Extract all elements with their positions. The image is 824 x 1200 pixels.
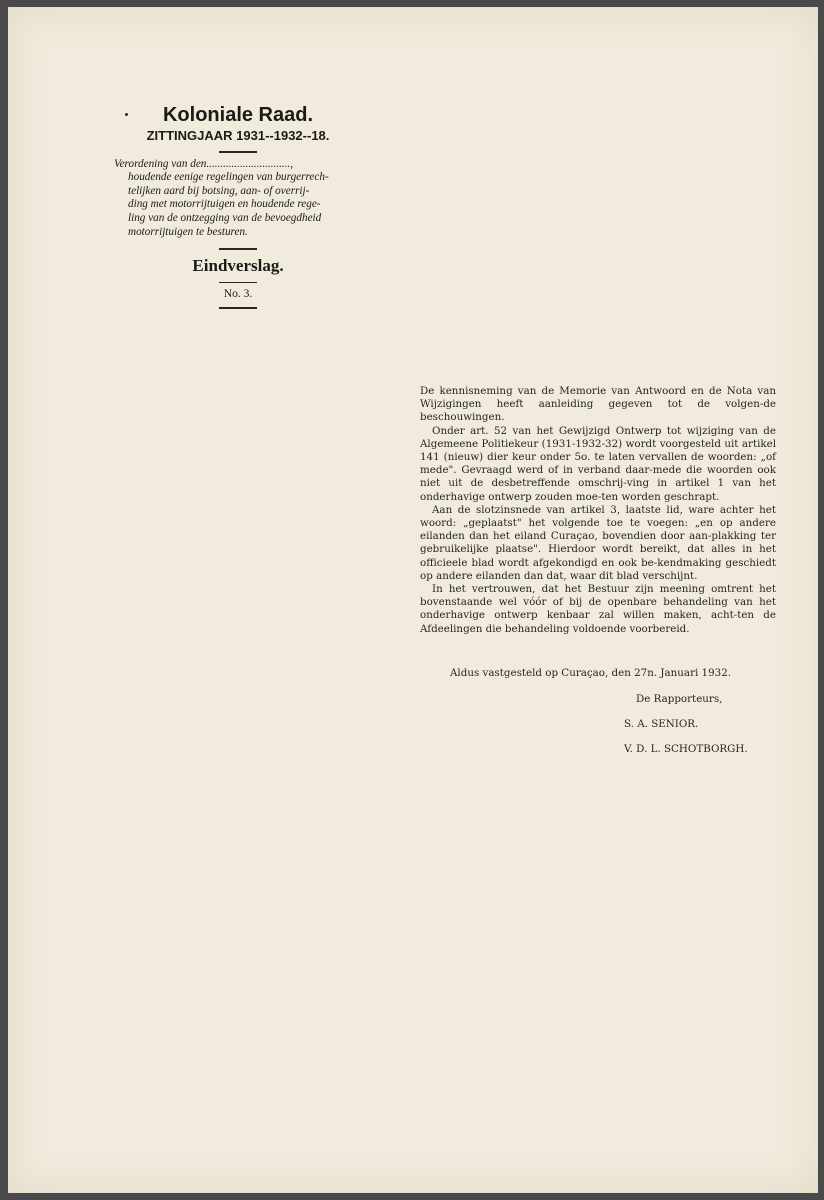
- printer-dot: [125, 113, 128, 116]
- divider: [219, 282, 257, 284]
- header-block: [108, 104, 368, 314]
- rapporteurs-label: De Rapporteurs,: [636, 693, 723, 705]
- signatory: S. A. SENIOR.: [624, 718, 699, 730]
- body-paragraph: In het vertrouwen, dat het Bestuur zijn meening omtrent het bovenstaande wel vóór of bij de openbare behandeling van het onderhavige ontwerp kenbaar zal willen maken, acht-ten de Afdeelingen die behandeling voldoende voorbereid.: [420, 583, 776, 635]
- ordinance-line: ding met motorrijtuigen en houdende rege-: [128, 198, 321, 211]
- council-title: Koloniale Raad.: [162, 104, 314, 126]
- ordinance-line: telijken aard bij botsing, aan- of overrij-: [128, 184, 310, 197]
- document-page: [8, 7, 818, 1193]
- report-body: [420, 385, 776, 636]
- ordinance-line: houdende eenige regelingen van burgerrech-: [128, 171, 329, 184]
- ordinance-line: Verordening van den..............................,: [114, 157, 294, 170]
- divider: [219, 307, 257, 309]
- divider: [219, 151, 257, 153]
- signatory: V. D. L. SCHOTBORGH.: [624, 743, 748, 755]
- body-paragraph: Aan de slotzinsnede van artikel 3, laatste lid, ware achter het woord: „geplaatst" het volgende toe te voegen: „en op andere eilanden dan het eiland Curaçao, bovendien door aan-plakking ter gebruikelijke plaatse". Hierdoor wordt bereikt, dat alles in het officieele blad wordt afgekondigd en ook be-kendmaking geschiedt op andere eilanden dan dat, waar dit blad verschijnt.: [420, 503, 776, 582]
- body-paragraph: Onder art. 52 van het Gewijzigd Ontwerp tot wijziging van de Algemeene Politiekeur (1931-1932-32) wordt voorgesteld uit artikel 141 (nieuw) dier keur onder 5o. te laten vervallen de woorden: „of mede". Gevraagd werd of in verband daar-mede die woorden ook niet uit de desbetreffende omschrij-ving in artikel 1 van het onderhavige ontwerp zouden moe-ten worden geschrapt.: [420, 424, 776, 503]
- report-heading: Eindverslag.: [192, 255, 284, 275]
- ordinance-line: motorrijtuigen te besturen.: [128, 225, 248, 238]
- divider: [219, 248, 257, 250]
- session-year: ZITTINGJAAR 1931--1932--18.: [146, 128, 330, 143]
- report-number: No. 3.: [223, 288, 253, 301]
- ordinance-line: ling van de ontzegging van de bevoegdheid: [128, 211, 322, 224]
- ordinance-description: [108, 158, 368, 240]
- body-paragraph: De kennisneming van de Memorie van Antwoord en de Nota van Wijzigingen heeft aanleiding gegeven tot de volgen-de beschouwingen.: [420, 385, 776, 424]
- adoption-statement: Aldus vastgesteld op Curaçao, den 27n. Januari 1932.: [450, 667, 732, 679]
